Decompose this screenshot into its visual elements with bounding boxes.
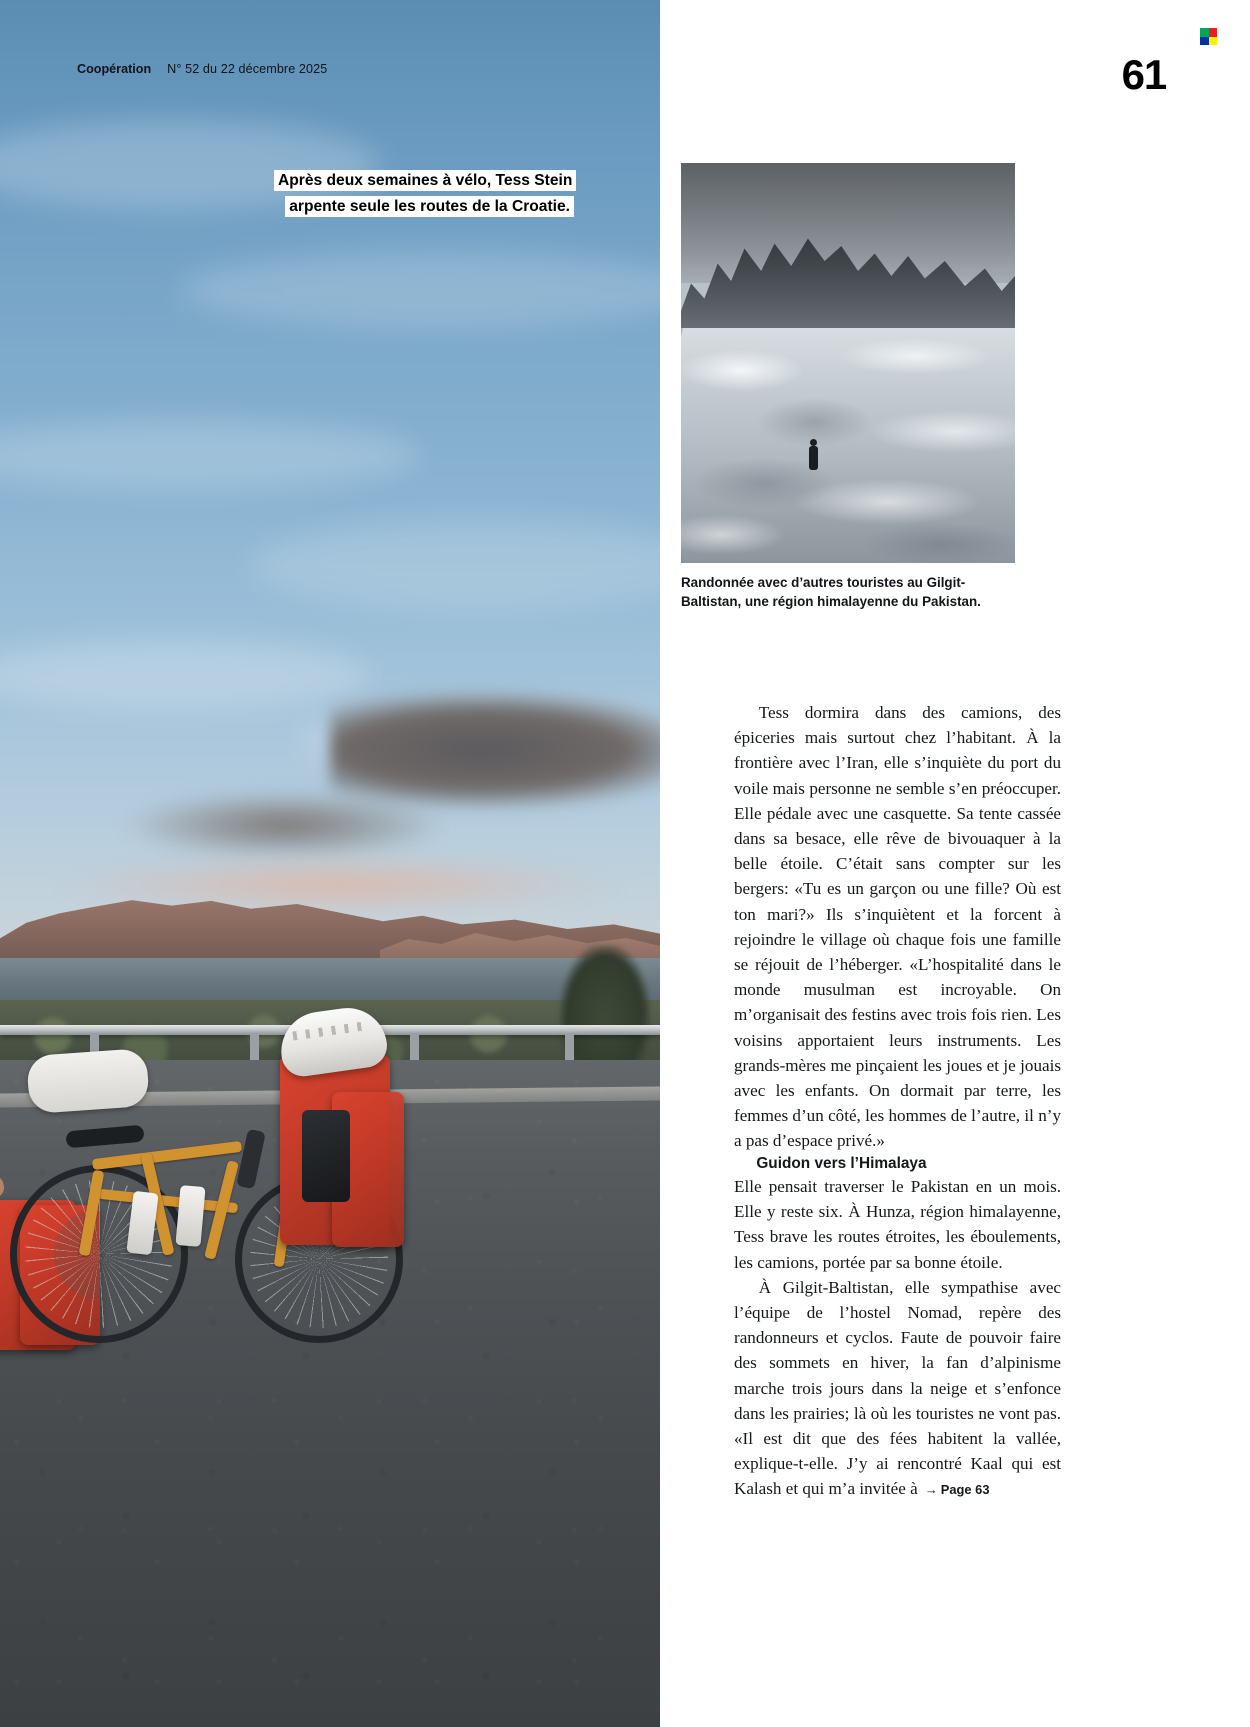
page-number: 61 bbox=[1121, 51, 1166, 98]
article-paragraph: Elle pensait traverser le Pakistan en un mois. Elle y reste six. À Hunza, région himalayenne, Tess brave les routes étroites, les éboulements, les camions, portée par sa bonne étoile. bbox=[734, 1176, 1061, 1272]
continuation-label: Page 63 bbox=[940, 1482, 990, 1498]
glacier-photo-caption: Randonnée avec d’autres touristes au Gilgit-Baltistan, une région himalayenne du Pakistan. bbox=[681, 575, 981, 610]
masthead bbox=[77, 62, 327, 76]
hero-photo-caption-text: Après deux semaines à vélo, Tess Stein arpente seule les routes de la Croatie. bbox=[274, 170, 576, 217]
reg-swatch-yellow bbox=[1209, 37, 1218, 46]
cmyk-registration-mark bbox=[1200, 28, 1217, 45]
reg-swatch-green bbox=[1200, 28, 1209, 37]
publication-title: Coopération bbox=[77, 62, 152, 76]
right-column bbox=[681, 0, 1061, 1727]
crevasse-lines bbox=[681, 328, 1015, 563]
issue-line: N° 52 du 22 décembre 2025 bbox=[167, 62, 328, 76]
saddle bbox=[65, 1125, 144, 1149]
water-bottle bbox=[175, 1185, 205, 1247]
article-paragraph: Tess dormira dans des camions, des épiceries mais surtout chez l’habitant. À la frontière avec l’Iran, elle s’inquiète du port du voile mais personne ne semble s’en préoccuper. Elle pédale avec une casquette. Sa tente cassée dans sa besace, elle rêve de bivouaquer à la belle étoile. C’était sans compter sur les bergers: «Tu es un garçon ou une fille? Où est ton mari?» Ils s’inquiètent et la forcent à rejoindre le village où chaque fois une famille se réjouit de l’héberger. «L’hospitalité dans le monde musulman est incroyable. On m’organisait des festins avec trois fois rien. Les voisins apportaient leurs instruments. Les grands-mères me pinçaient les joues et je jouais avec les enfants. On dormait par terre, les femmes d’un côté, les hommes de l’autre, il n’y a pas d’espace privé.» bbox=[734, 703, 1061, 1151]
reg-swatch-red bbox=[1209, 28, 1218, 37]
arrow-right-icon: → bbox=[924, 1482, 938, 1498]
hero-photo-caption bbox=[274, 168, 574, 220]
handlebar bbox=[236, 1129, 266, 1189]
continuation-marker[interactable] bbox=[918, 1482, 990, 1497]
article-paragraph-text: À Gilgit-Baltistan, elle sympathise avec l’équipe de l’hostel Nomad, repère des randonneurs et cyclos. Faute de pouvoir faire des sommets en hiver, la fan d’alpinisme marche trois jours dans la neige et s’enfonce dans les prairies; là où les touristes ne vont pas. «Il est dit que des fées habitent la vallée, explique-t-elle. J’y ai rencontré Kaal qui est Kalash et qui m’a invitée à bbox=[734, 1277, 1061, 1499]
article-subheading: Guidon vers l’Himalaya bbox=[756, 1154, 927, 1172]
article-body bbox=[734, 700, 1061, 1502]
dark-cloud-band bbox=[120, 790, 450, 860]
article-paragraph-last bbox=[734, 1275, 1061, 1502]
handlebar-bag bbox=[302, 1110, 350, 1202]
reg-swatch-blue bbox=[1200, 37, 1209, 46]
touring-bicycle bbox=[0, 1000, 480, 1400]
glacier-field bbox=[681, 328, 1015, 563]
glacier-photo bbox=[681, 163, 1015, 563]
frame-tube bbox=[92, 1141, 242, 1170]
dry-bag bbox=[26, 1048, 150, 1114]
hiker-figure bbox=[809, 446, 818, 470]
